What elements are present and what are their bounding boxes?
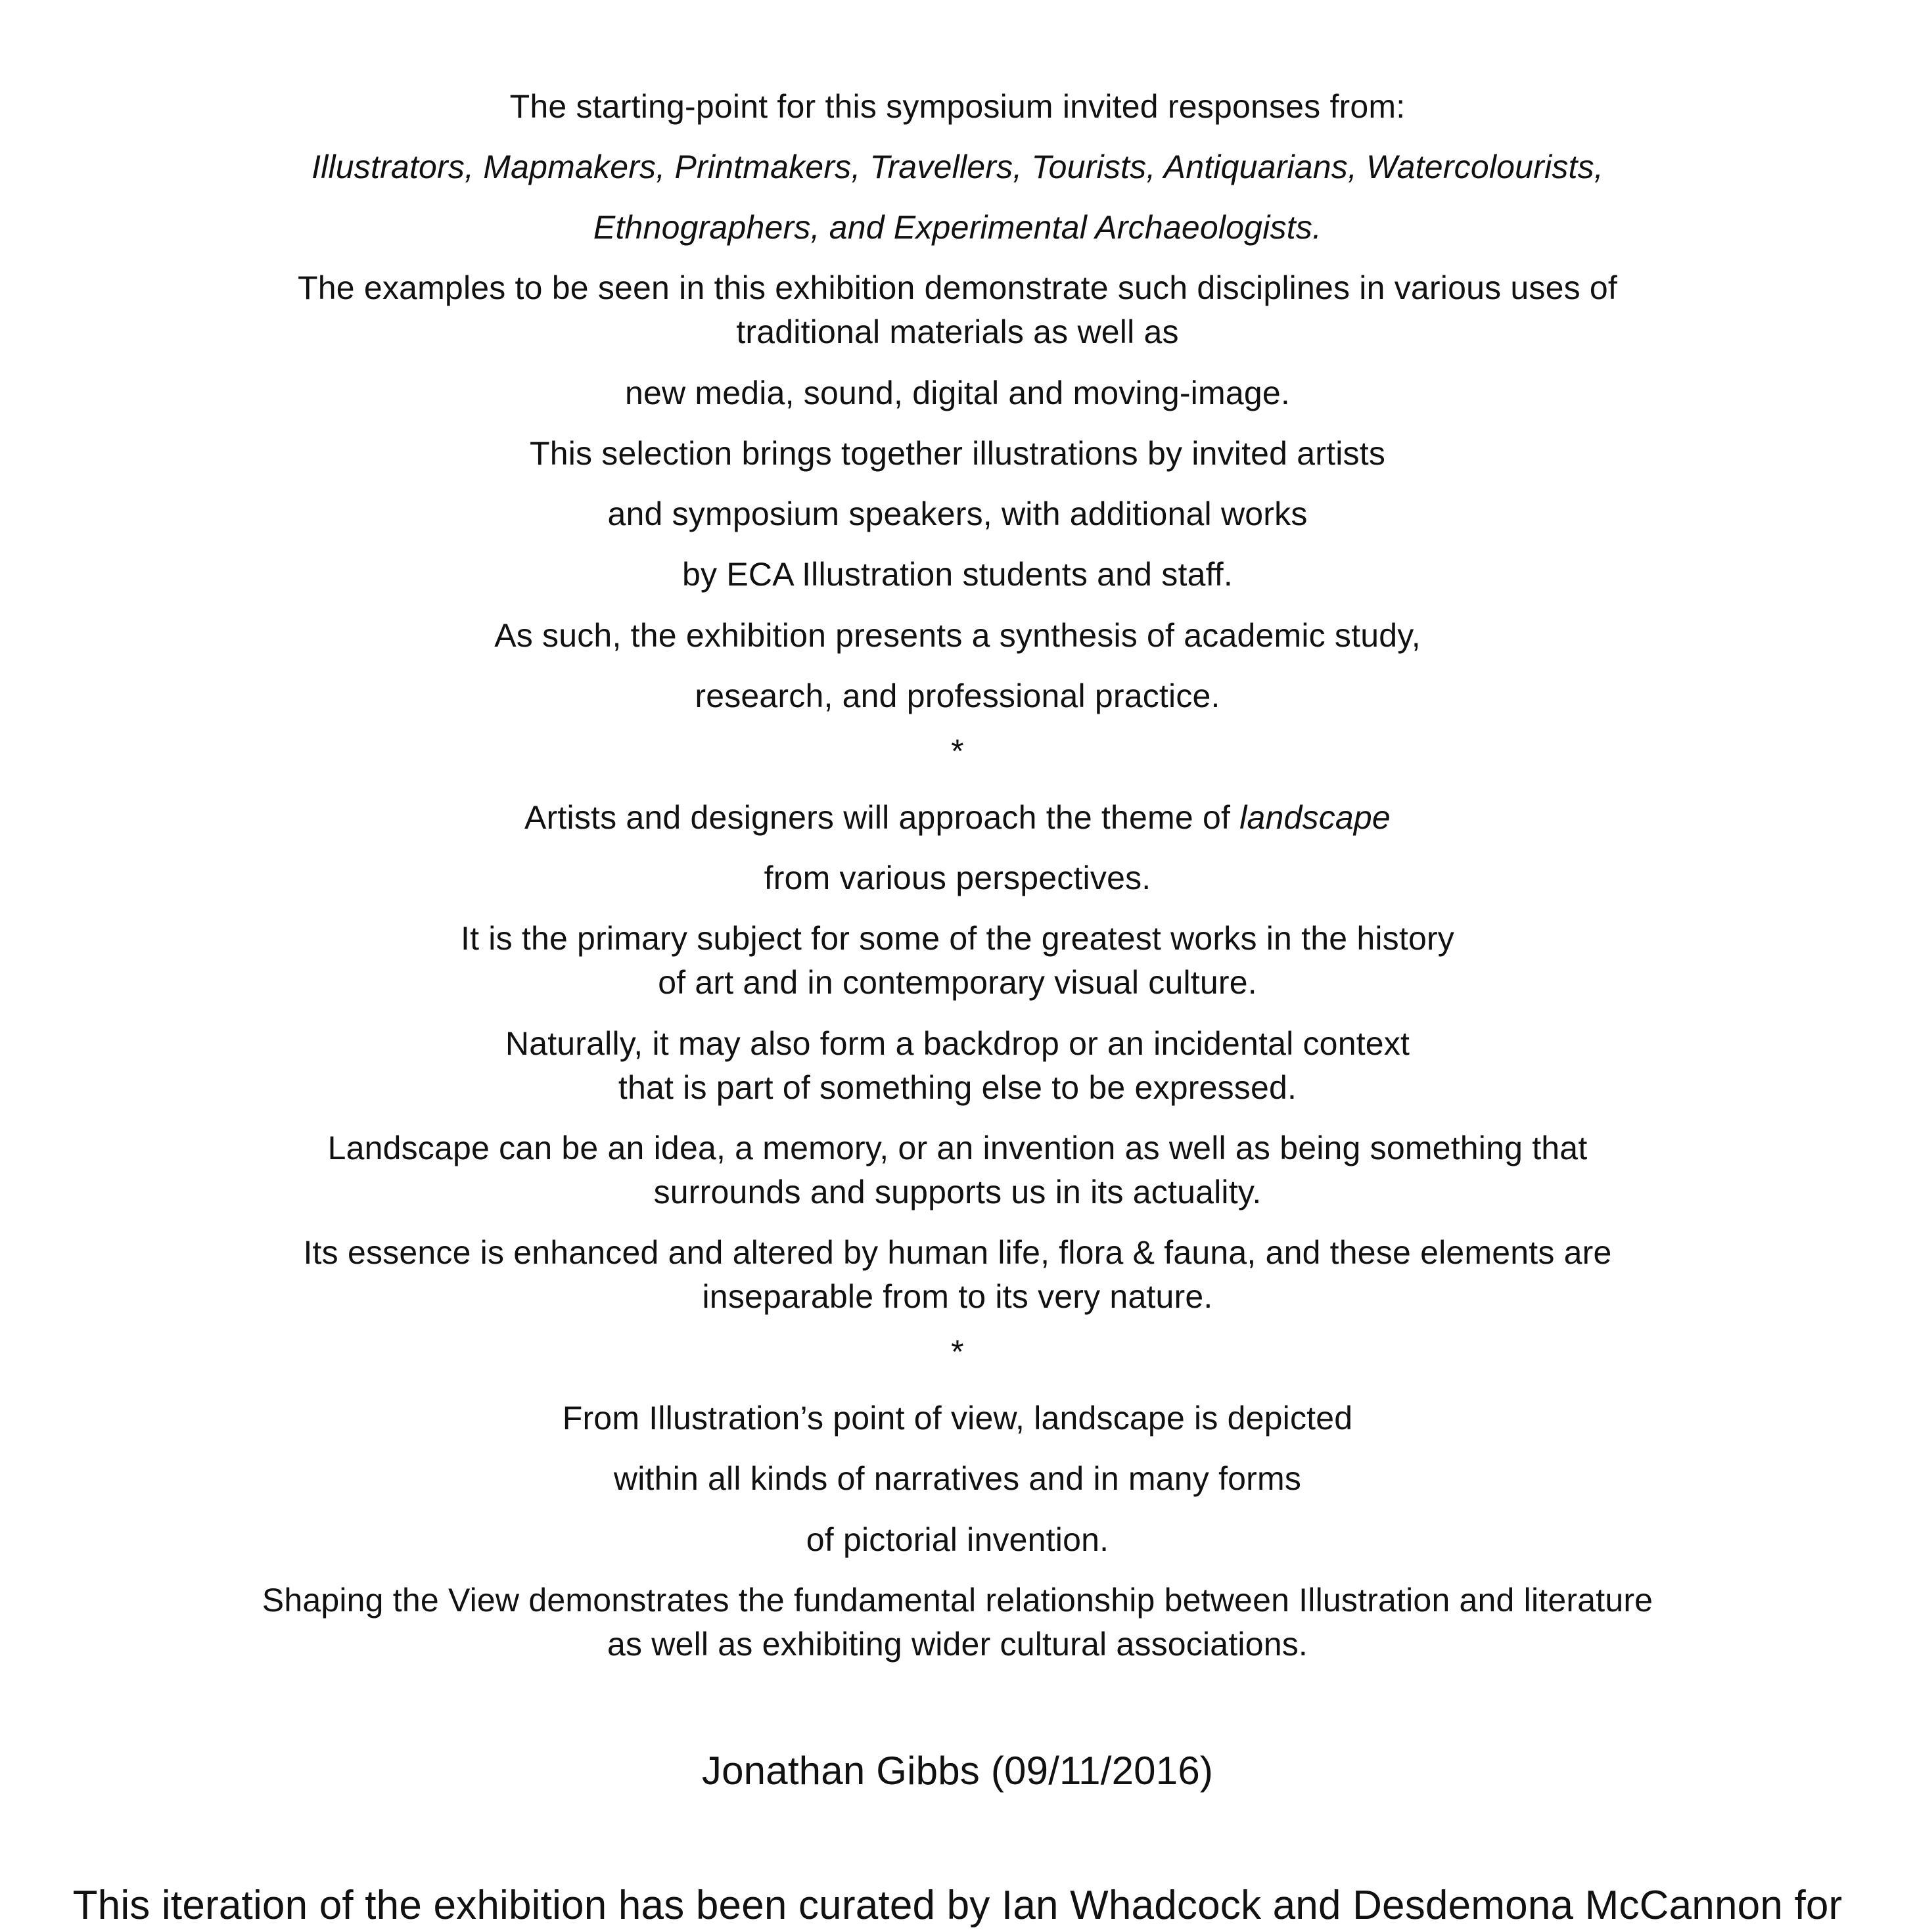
idea-line-2: surrounds and supports us in its actuality. xyxy=(653,1174,1262,1210)
approach-line-2: from various perspectives. xyxy=(764,860,1151,896)
approach-prefix: Artists and designers will approach the theme of xyxy=(524,799,1240,836)
shaping-line-1: Shaping the View demonstrates the fundamental relationship between Illustration and literature xyxy=(262,1582,1653,1619)
approach-line-1 xyxy=(0,796,1915,839)
shaping-line-2: as well as exhibiting wider cultural associations. xyxy=(607,1626,1308,1663)
viewpoint-line-3: of pictorial invention. xyxy=(806,1521,1109,1558)
section-separator-2: * xyxy=(951,1333,964,1370)
intro-disciplines-line: Illustrators, Mapmakers, Printmakers, Travellers, Tourists, Antiquarians, Watercolourists, xyxy=(311,149,1604,185)
essence-line-2: inseparable from to its very nature. xyxy=(702,1278,1213,1315)
author-signature: Jonathan Gibbs (09/11/2016) xyxy=(701,1749,1214,1793)
curation-note-partial: This iteration of the exhibition has been curated by Ian Whadcock and Desdemona McCannon for xyxy=(72,1883,1843,1928)
primary-line-2: of art and in contemporary visual culture. xyxy=(658,964,1257,1001)
selection-line-2: and symposium speakers, with additional works xyxy=(607,495,1308,532)
intro-line-1: The starting-point for this symposium invited responses from: xyxy=(509,88,1406,125)
section-separator-1: * xyxy=(951,733,964,770)
viewpoint-line-2: within all kinds of narratives and in many forms xyxy=(613,1460,1302,1497)
primary-line-1: It is the primary subject for some of the greatest works in the history xyxy=(460,920,1455,957)
examples-line-2: traditional materials as well as xyxy=(736,313,1179,350)
essence-line-1: Its essence is enhanced and altered by human life, flora & fauna, and these elements are xyxy=(303,1234,1612,1271)
examples-line-3: new media, sound, digital and moving-image. xyxy=(625,375,1290,411)
selection-line-1: This selection brings together illustrations by invited artists xyxy=(529,435,1386,472)
landscape-emphasis: landscape xyxy=(1239,799,1391,836)
idea-line-1: Landscape can be an idea, a memory, or an invention as well as being something that xyxy=(327,1130,1588,1166)
synthesis-line-1: As such, the exhibition presents a synthesis of academic study, xyxy=(494,617,1421,654)
examples-line-1: The examples to be seen in this exhibition demonstrate such disciplines in various uses of xyxy=(298,269,1617,306)
intro-disciplines-line-2: Ethnographers, and Experimental Archaeologists. xyxy=(593,209,1322,246)
selection-line-3: by ECA Illustration students and staff. xyxy=(682,556,1233,593)
synthesis-line-2: research, and professional practice. xyxy=(695,678,1220,714)
viewpoint-line-1: From Illustration’s point of view, landscape is depicted xyxy=(562,1400,1353,1437)
backdrop-line-1: Naturally, it may also form a backdrop or an incidental context xyxy=(505,1025,1410,1062)
backdrop-line-2: that is part of something else to be expressed. xyxy=(618,1069,1297,1106)
